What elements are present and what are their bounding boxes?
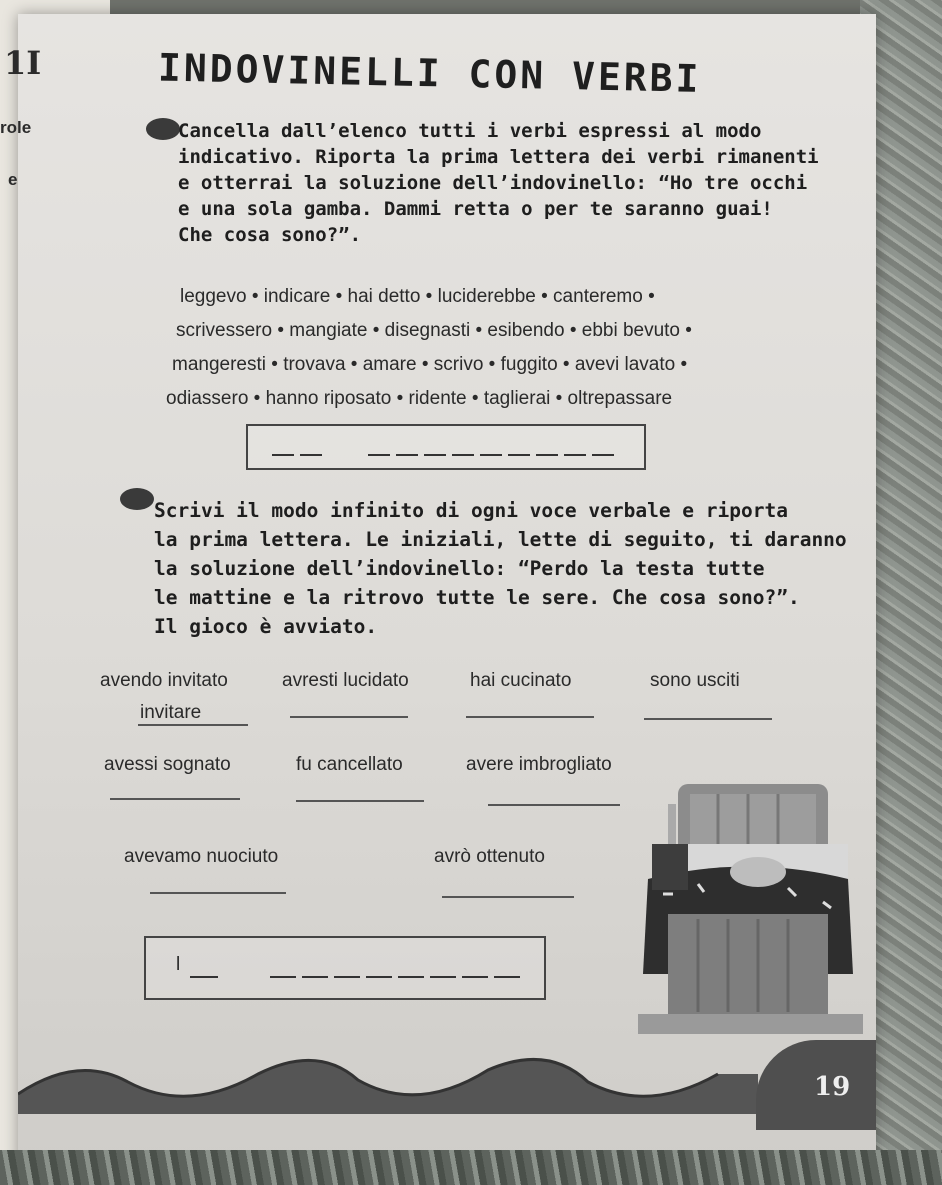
verb-item: avessi sognato [104, 754, 231, 775]
verb-list-line: mangeresti • trovava • amare • scrivo • fuggito • avevi lavato • [172, 354, 688, 375]
example-answer: invitare [140, 702, 202, 723]
answer-line[interactable] [110, 798, 240, 800]
exercise-1-answer-box[interactable] [246, 424, 646, 470]
answer-slot [430, 976, 456, 978]
instruction-line: Il gioco è avviato. [154, 615, 378, 638]
instruction-line: la soluzione dell’indovinello: “Perdo la testa tutte [154, 557, 765, 580]
answer-slot [536, 454, 558, 456]
verb-list-line: scrivessero • mangiate • disegnasti • esibendo • ebbi bevuto • [176, 320, 692, 341]
answer-slot [424, 454, 446, 456]
answer-slot [508, 454, 530, 456]
verb-item: avere imbrogliato [466, 754, 612, 775]
answer-slot [270, 976, 296, 978]
exercise-1-instruction [178, 118, 819, 248]
bed-illustration [638, 784, 863, 1034]
page-number: 19 [814, 1072, 851, 1102]
answer-slot [564, 454, 586, 456]
solution-first-letter: l [176, 954, 181, 975]
answer-slot [480, 454, 502, 456]
answer-line[interactable] [488, 804, 620, 806]
answer-slot [398, 976, 424, 978]
verb-item: sono usciti [650, 670, 740, 691]
instruction-line: Cancella dall’elenco tutti i verbi espressi al modo [178, 120, 762, 142]
instruction-line: indicativo. Riporta la prima lettera dei verbi rimanenti [178, 146, 819, 168]
verb-item: fu cancellato [296, 754, 403, 775]
answer-slot [302, 976, 328, 978]
answer-line[interactable] [290, 716, 408, 718]
page-title: INDOVINELLI CON VERBI [157, 45, 702, 101]
margin-fragment-number: 1I [4, 44, 42, 82]
page-number-tab [756, 1040, 876, 1130]
verb-item: avrò ottenuto [434, 846, 545, 867]
answer-line[interactable] [466, 716, 594, 718]
answer-line[interactable] [644, 718, 772, 720]
verb-list-line: odiassero • hanno riposato • ridente • taglierai • oltrepassare [166, 388, 673, 409]
exercise-1-bullet-icon [146, 118, 180, 140]
verb-item: avendo invitato [100, 670, 228, 691]
verb-item: hai cucinato [470, 670, 572, 691]
answer-slot [494, 976, 520, 978]
margin-fragment-word: role [0, 118, 32, 137]
instruction-line: Scrivi il modo infinito di ogni voce verbale e riporta [154, 499, 788, 522]
instruction-line: le mattine e la ritrovo tutte le sere. Che cosa sono?”. [154, 586, 800, 609]
answer-slot [368, 454, 390, 456]
answer-slot [190, 976, 218, 978]
instruction-line: Che cosa sono?”. [178, 224, 362, 246]
exercise-2-answer-box[interactable] [144, 936, 546, 1000]
instruction-line: e otterrai la soluzione dell’indovinello: “Ho tre occhi [178, 172, 808, 194]
answer-slot [300, 454, 322, 456]
wave-decoration [18, 1034, 758, 1114]
answer-slot [334, 976, 360, 978]
workbook-page [0, 14, 876, 1164]
answer-line [138, 724, 248, 726]
instruction-line: la prima lettera. Le iniziali, lette di seguito, ti daranno [154, 528, 847, 551]
answer-slot [396, 454, 418, 456]
answer-slot [462, 976, 488, 978]
margin-fragment-letter: e [8, 170, 18, 189]
answer-slot [272, 454, 294, 456]
exercise-2-instruction [154, 496, 847, 641]
answer-line[interactable] [150, 892, 286, 894]
exercise-2-bullet-icon [120, 488, 154, 510]
answer-slot [452, 454, 474, 456]
verb-item: avevamo nuociuto [124, 846, 279, 867]
answer-line[interactable] [442, 896, 574, 898]
verb-item: avresti lucidato [282, 670, 409, 691]
instruction-line: e una sola gamba. Dammi retta o per te saranno guai! [178, 198, 773, 220]
answer-slot [592, 454, 614, 456]
answer-slot [366, 976, 392, 978]
verb-list-line: leggevo • indicare • hai detto • luciderebbe • canteremo • [180, 286, 655, 307]
desk-surface-bottom [0, 1150, 942, 1185]
answer-line[interactable] [296, 800, 424, 802]
